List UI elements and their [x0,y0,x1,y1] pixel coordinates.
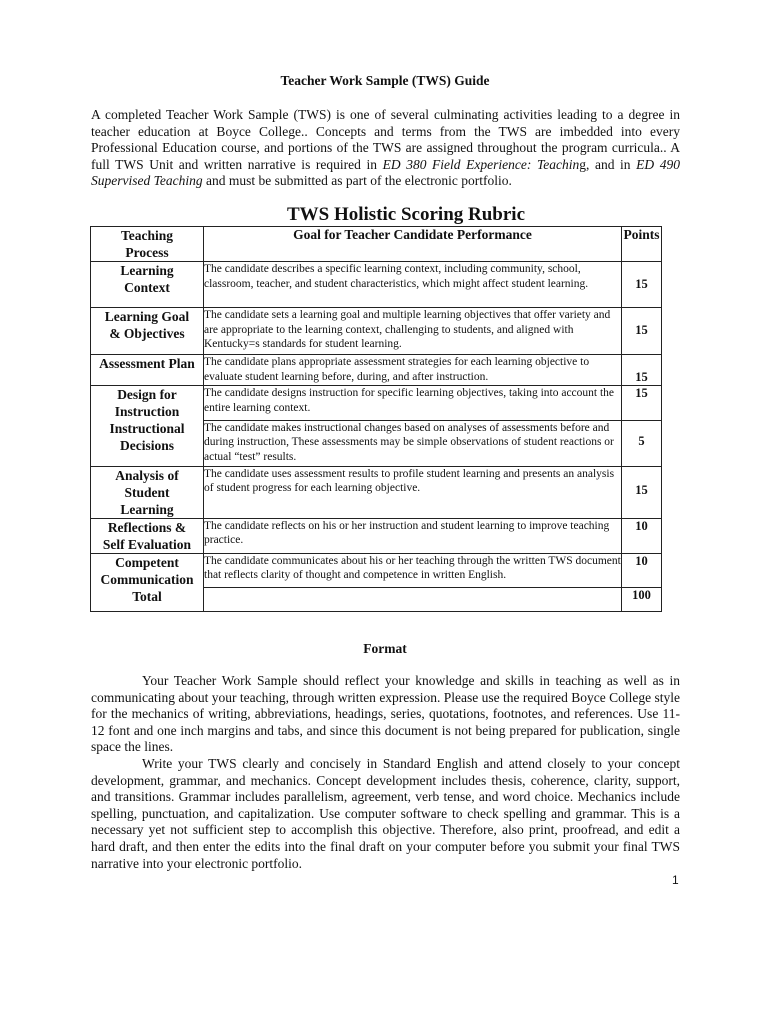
intro-text-3: and must be submitted as part of the electronic portfolio. [202,173,512,189]
rubric-row [91,466,662,518]
intro-text-1: A completed Teacher Work Sample (TWS) is one of several culminating activities leading to a degree in teacher education at Boyce College.. Concepts and terms from the TWS are imbedded into every Professional Education course, and portions of the TWS are assigned throughout the program curricula.. A full TWS Unit and written narrative is required in [91,107,680,172]
process-label: Instruction [114,404,180,419]
points-cell: 5 [622,420,662,466]
process-cell [91,466,204,518]
rubric-row [91,553,662,588]
description-cell: The candidate uses assessment results to profile student learning and presents an analysis of student progress for each learning objective. [204,466,622,518]
header-col1-line1: Teaching [120,228,174,243]
process-label: Design for [117,387,177,402]
page-number: 1 [672,873,679,887]
process-label: Assessment Plan [99,356,195,371]
intro-paragraph [91,107,680,190]
description-cell: The candidate plans appropriate assessment strategies for each learning objective to evaluate student learning before, during, and after instruction. [204,355,622,386]
rubric-row [91,386,662,421]
process-cell [91,262,204,308]
intro-course-1: ED 380 Field Experience: Teachin [382,156,580,172]
process-cell [91,553,204,588]
description-cell: The candidate designs instruction for specific learning objectives, taking into account the entire learning context. [204,386,622,421]
description-cell: The candidate sets a learning goal and multiple learning objectives that offer variety and are appropriate to the learning context, challenging to students, and aligned with Kentucky=s standards for student learning. [204,308,622,355]
process-label: Reflections & [107,519,187,535]
rubric-row [91,262,662,308]
process-label: Context [124,280,170,295]
header-points: Points [622,227,662,262]
points-cell: 15 [622,386,662,421]
description-cell: The candidate reflects on his or her instruction and student learning to improve teaching practice. [204,518,622,553]
process-label: Decisions [120,438,174,453]
rubric-row [91,355,662,386]
format-heading: Format [363,641,407,656]
header-teaching-process [91,227,204,262]
points-cell: 15 [622,262,662,308]
process-cell [91,386,204,421]
header-goal: Goal for Teacher Candidate Performance [204,227,622,262]
rubric-row [91,308,662,355]
rubric-total-row [91,588,662,612]
process-label: Learning [120,263,174,278]
header-col1-line2: Process [125,245,169,260]
total-points: 100 [622,588,662,612]
process-label: Student [124,484,170,500]
intro-course-2: ED 490 Supervised Teaching [91,156,681,189]
total-empty-cell [204,588,622,612]
process-label: Learning Goal [104,309,190,324]
points-cell: 10 [622,553,662,588]
rubric-title: TWS Holistic Scoring Rubric [286,204,526,225]
rubric-table [90,226,662,612]
process-label: Instructional [109,421,185,436]
process-cell [91,518,204,553]
process-label: Learning [120,501,174,517]
document-title: Teacher Work Sample (TWS) Guide [280,73,490,88]
rubric-header-row [91,227,662,262]
format-paragraph-2: Write your TWS clearly and concisely in Standard English and attend closely to your concept development, grammar, and mechanics. Concept development includes thesis, coherence, clarity, support, and transitions. Grammar includes parallelism, agreement, verb tense, and word choice. Mechanics include spelling, punctuation, and capitalization. Use computer software to check spelling and grammar. This is a necessary yet not sufficient step to accomplish this objective. Therefore, also print, proofread, and edit a hard draft, and then enter the edits into the final draft on your computer before you submit your final TWS narrative into your electronic portfolio. [91,756,680,871]
rubric-row [91,420,662,466]
process-label: & Objectives [109,326,185,341]
points-cell: 15 [622,466,662,518]
process-label: Communication [100,571,194,587]
process-cell [91,308,204,355]
points-cell: 10 [622,518,662,553]
rubric-row [91,518,662,553]
intro-text-2: g, and in [579,156,637,172]
points-cell: 15 [622,355,662,386]
process-label: Competent [115,554,179,570]
format-paragraph-1: Your Teacher Work Sample should reflect your knowledge and skills in teaching as well as in communicating about your teaching, through written expression. Please use the required Boyce College style for the mechanics of writing, abbreviations, headings, series, quotations, footnotes, and references. Use 11-12 font and one inch margins and tabs, and since this document is not being prepared for publication, single space the lines. [91,673,680,755]
description-cell: The candidate describes a specific learning context, including community, school, classroom, teacher, and student characteristics, which might affect student learning. [204,262,622,308]
points-cell: 15 [622,308,662,355]
process-cell [91,420,204,466]
total-label: Total [91,588,204,612]
process-label: Self Evaluation [102,536,192,552]
process-label: Analysis of [115,467,179,483]
description-cell: The candidate communicates about his or her teaching through the written TWS document that reflects clarity of thought and competence in written English. [204,553,622,588]
process-cell [91,355,204,386]
description-cell: The candidate makes instructional changes based on analyses of assessments before and during instruction, These assessments may be simple observations of student reactions or actual “test” results. [204,420,622,466]
